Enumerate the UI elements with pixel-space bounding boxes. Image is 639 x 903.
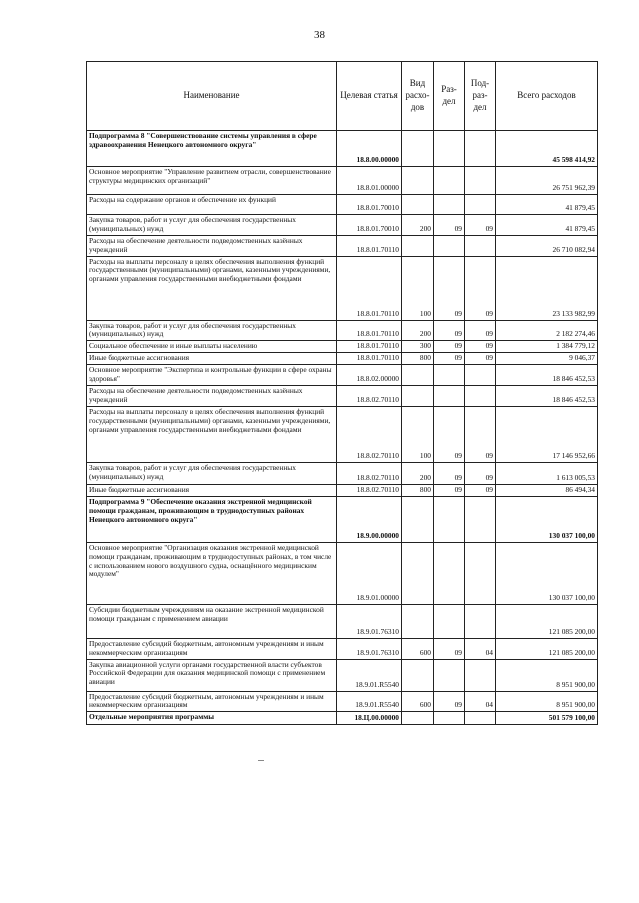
row-name: Отдельные мероприятия программы [87,712,337,725]
row-subsection [465,496,496,542]
table-row [87,542,598,604]
row-total: 86 494,34 [496,484,598,496]
row-target-article: 18.9.01.00000 [337,542,402,604]
row-total: 23 133 982,99 [496,256,598,320]
row-target-article: 18.Ц.00.00000 [337,712,402,725]
row-target-article: 18.8.01.70010 [337,195,402,215]
row-expense-type [402,604,434,638]
row-section [434,235,465,256]
row-expense-type: 100 [402,256,434,320]
row-total: 17 146 952,66 [496,406,598,462]
row-expense-type: 200 [402,320,434,341]
row-name: Расходы на обеспечение деятельности подведомственных казённых учреждений [87,386,337,407]
row-name: Субсидии бюджетным учреждениям на оказание экстренной медицинской помощи гражданам с применением авиации [87,604,337,638]
table-row [87,256,598,320]
row-subsection: 09 [465,484,496,496]
row-section [434,659,465,691]
row-expense-type [402,712,434,725]
row-section: 09 [434,691,465,712]
row-subsection [465,167,496,195]
header-expense-type: Вид расхо- дов [402,62,434,131]
row-total: 130 037 100,00 [496,542,598,604]
row-expense-type: 600 [402,638,434,659]
row-name: Закупка товаров, работ и услуг для обеспечения государственных (муниципальных) нужд [87,320,337,341]
row-name: Расходы на обеспечение деятельности подведомственных казённых учреждений [87,235,337,256]
row-total: 18 846 452,53 [496,365,598,386]
row-target-article: 18.9.01.76310 [337,638,402,659]
row-section [434,195,465,215]
header-section: Раз- дел [434,62,465,131]
row-subsection: 09 [465,341,496,353]
row-total: 41 879,45 [496,215,598,236]
row-section [434,496,465,542]
page-number: 38 [314,29,325,41]
row-target-article: 18.9.01.R5540 [337,691,402,712]
table-row [87,235,598,256]
row-expense-type [402,195,434,215]
row-section: 09 [434,406,465,462]
row-subsection: 09 [465,320,496,341]
row-name: Основное мероприятие "Управление развитием отрасли, совершенствование структуры медицинских организаций" [87,167,337,195]
table-row [87,691,598,712]
row-section: 09 [434,484,465,496]
budget-table [86,61,598,725]
row-target-article: 18.8.01.70110 [337,256,402,320]
table-row [87,167,598,195]
row-section: 09 [434,215,465,236]
table-row [87,320,598,341]
row-section [434,365,465,386]
row-subsection: 09 [465,353,496,365]
row-total: 501 579 100,00 [496,712,598,725]
header-name: Наименование [87,62,337,131]
row-target-article: 18.8.02.00000 [337,365,402,386]
row-expense-type [402,235,434,256]
row-section: 09 [434,341,465,353]
row-target-article: 18.8.01.70110 [337,341,402,353]
header-subsection: Под- раз- дел [465,62,496,131]
row-subsection [465,365,496,386]
row-section [434,542,465,604]
table-row [87,496,598,542]
row-target-article: 18.8.01.70110 [337,235,402,256]
row-section [434,604,465,638]
row-total: 18 846 452,53 [496,386,598,407]
table-row [87,353,598,365]
row-subsection [465,235,496,256]
row-expense-type [402,386,434,407]
row-section [434,386,465,407]
table-row [87,484,598,496]
table-row [87,195,598,215]
table-header-row [87,62,598,131]
row-section [434,131,465,167]
row-subsection [465,542,496,604]
table-row [87,406,598,462]
row-target-article: 18.9.00.00000 [337,496,402,542]
row-section: 09 [434,462,465,484]
row-section [434,167,465,195]
row-total: 121 085 200,00 [496,604,598,638]
row-total: 130 037 100,00 [496,496,598,542]
row-total: 8 951 900,00 [496,659,598,691]
row-expense-type: 100 [402,406,434,462]
row-expense-type: 800 [402,484,434,496]
row-name: Основное мероприятие "Организация оказания экстренной медицинской помощи гражданам, проживающим в труднодоступных районах, в том числе с использованием нового воздушного судна, оснащённого медицинским модулем" [87,542,337,604]
row-total: 1 613 005,53 [496,462,598,484]
row-section: 09 [434,353,465,365]
row-expense-type [402,365,434,386]
row-subsection: 09 [465,406,496,462]
row-expense-type: 800 [402,353,434,365]
row-target-article: 18.8.01.70110 [337,353,402,365]
row-total: 8 951 900,00 [496,691,598,712]
row-target-article: 18.8.02.70110 [337,386,402,407]
row-expense-type [402,167,434,195]
row-target-article: 18.8.02.70110 [337,484,402,496]
row-target-article: 18.9.01.76310 [337,604,402,638]
row-name: Расходы на выплаты персоналу в целях обеспечения выполнения функций государственными (муниципальными) органами, казенными учреждениями, органами управления государственными внебюджетными фондами [87,406,337,462]
row-section [434,712,465,725]
row-subsection: 09 [465,215,496,236]
row-total: 121 085 200,00 [496,638,598,659]
row-total: 26 710 082,94 [496,235,598,256]
row-name: Закупка товаров, работ и услуг для обеспечения государственных (муниципальных) нужд [87,215,337,236]
table-row [87,712,598,725]
table-row [87,604,598,638]
table-row [87,659,598,691]
row-subsection: 09 [465,462,496,484]
row-expense-type: 600 [402,691,434,712]
header-total: Всего расходов [496,62,598,131]
row-section: 09 [434,256,465,320]
row-name: Закупка авиационной услуги органами государственной власти субъектов Российской Федерации для оказания медицинской помощи с применением авиации [87,659,337,691]
row-subsection [465,131,496,167]
row-expense-type: 200 [402,215,434,236]
row-section: 09 [434,638,465,659]
row-expense-type [402,496,434,542]
row-target-article: 18.8.01.70010 [337,215,402,236]
row-expense-type [402,542,434,604]
row-total: 45 598 414,92 [496,131,598,167]
row-subsection [465,659,496,691]
row-expense-type: 300 [402,341,434,353]
row-target-article: 18.8.00.00000 [337,131,402,167]
row-target-article: 18.8.02.70110 [337,406,402,462]
row-subsection [465,712,496,725]
row-target-article: 18.9.01.R5540 [337,659,402,691]
row-name: Расходы на содержание органов и обеспечение их функций [87,195,337,215]
table-row [87,365,598,386]
row-subsection: 04 [465,691,496,712]
row-subsection [465,604,496,638]
row-total: 1 384 779,12 [496,341,598,353]
table-row [87,386,598,407]
row-expense-type [402,659,434,691]
row-name: Подпрограмма 8 "Совершенствование системы управления в сфере здравоохранения Ненецкого автономного округа" [87,131,337,167]
row-target-article: 18.8.01.70110 [337,320,402,341]
row-subsection: 09 [465,256,496,320]
row-total: 26 751 962,39 [496,167,598,195]
row-total: 41 879,45 [496,195,598,215]
table-row [87,341,598,353]
row-name: Основное мероприятие "Экспертиза и контрольные функции в сфере охраны здоровья" [87,365,337,386]
table-row [87,215,598,236]
row-target-article: 18.8.02.70110 [337,462,402,484]
row-name: Иные бюджетные ассигнования [87,484,337,496]
row-section: 09 [434,320,465,341]
row-name: Закупка товаров, работ и услуг для обеспечения государственных (муниципальных) нужд [87,462,337,484]
row-name: Социальное обеспечение и иные выплаты населению [87,341,337,353]
row-name: Иные бюджетные ассигнования [87,353,337,365]
row-expense-type: 200 [402,462,434,484]
row-name: Предоставление субсидий бюджетным, автономным учреждениям и иным некоммерческим организациям [87,691,337,712]
row-name: Подпрограмма 9 "Обеспечение оказания экстренной медицинской помощи гражданам, проживающим в труднодоступных районах Ненецкого автономного округа" [87,496,337,542]
row-subsection: 04 [465,638,496,659]
row-total: 9 046,37 [496,353,598,365]
table-row [87,638,598,659]
row-subsection [465,195,496,215]
table-row [87,462,598,484]
row-name: Расходы на выплаты персоналу в целях обеспечения выполнения функций государственными (муниципальными) органами, казенными учреждениями, органами управления государственными внебюджетными фондами [87,256,337,320]
scan-mark [258,760,264,761]
header-target-article: Целевая статья [337,62,402,131]
row-name: Предоставление субсидий бюджетным, автономным учреждениям и иным некоммерческим организациям [87,638,337,659]
row-target-article: 18.8.01.00000 [337,167,402,195]
table-row [87,131,598,167]
row-expense-type [402,131,434,167]
row-subsection [465,386,496,407]
row-total: 2 182 274,46 [496,320,598,341]
